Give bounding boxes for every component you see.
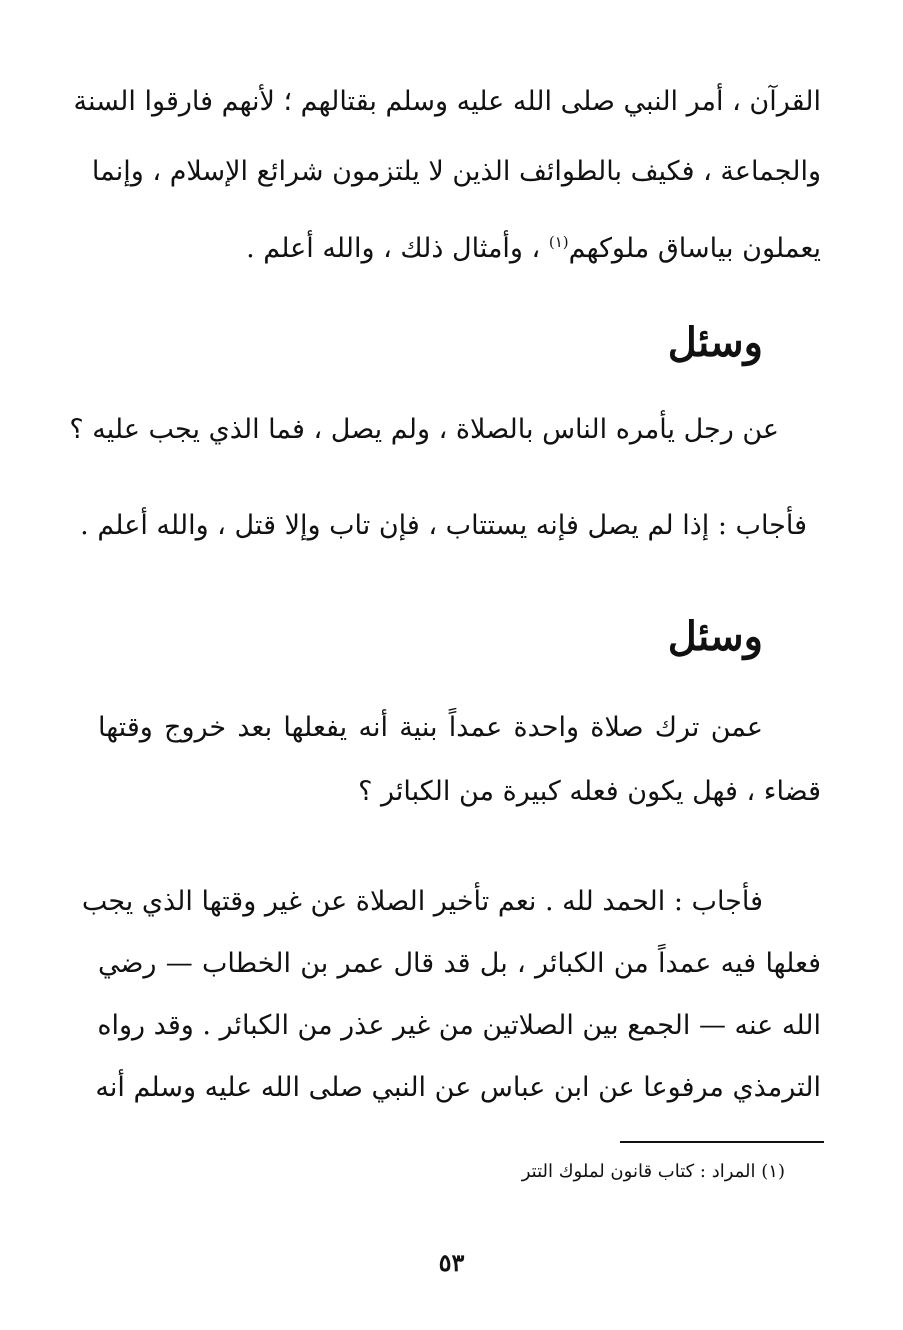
para1-line3-end: ، وأمثال ذلك ، والله أعلم . (246, 233, 541, 264)
section2-heading: وسئل (667, 613, 763, 660)
para1-line1: القرآن ، أمر النبي صلى الله عليه وسلم بقتالهم ؛ لأنهم فارقوا السنة (73, 86, 821, 117)
section1-question: عن رجل يأمره الناس بالصلاة ، ولم يصل ، فما الذي يجب عليه ؟ (69, 414, 779, 445)
section2-question-line1: عمن ترك صلاة واحدة عمداً بنية أنه يفعلها بعد خروج وقتها (98, 712, 763, 743)
para1-line2: والجماعة ، فكيف بالطوائف الذين لا يلتزمون شرائع الإسلام ، وإنما (91, 156, 821, 187)
para1-line3 (246, 222, 821, 269)
footnote-text: (١) المراد : كتاب قانون لملوك التتر (521, 1161, 785, 1182)
footnote-reference: (١) (548, 233, 569, 251)
footnote-divider (620, 1141, 824, 1143)
section2-answer-line4: الترمذي مرفوعا عن ابن عباس عن النبي صلى الله عليه وسلم أنه (95, 1072, 821, 1103)
para1-line3-start: يعملون بياساق ملوكهم (568, 233, 821, 264)
section2-answer-line2: فعلها فيه عمداً من الكبائر ، بل قد قال عمر بن الخطاب — رضي (98, 948, 821, 979)
section2-question-line2: قضاء ، فهل يكون فعله كبيرة من الكبائر ؟ (358, 776, 821, 807)
section1-heading: وسئل (667, 319, 763, 366)
section1-answer: فأجاب : إذا لم يصل فإنه يستتاب ، فإن تاب وإلا قتل ، والله أعلم . (80, 510, 807, 541)
section2-answer-line3: الله عنه — الجمع بين الصلاتين من غير عذر من الكبائر . وقد رواه (97, 1010, 821, 1041)
section2-answer-line1: فأجاب : الحمد لله . نعم تأخير الصلاة عن غير وقتها الذي يجب (81, 886, 763, 917)
page-number: ٥٣ (438, 1248, 465, 1277)
